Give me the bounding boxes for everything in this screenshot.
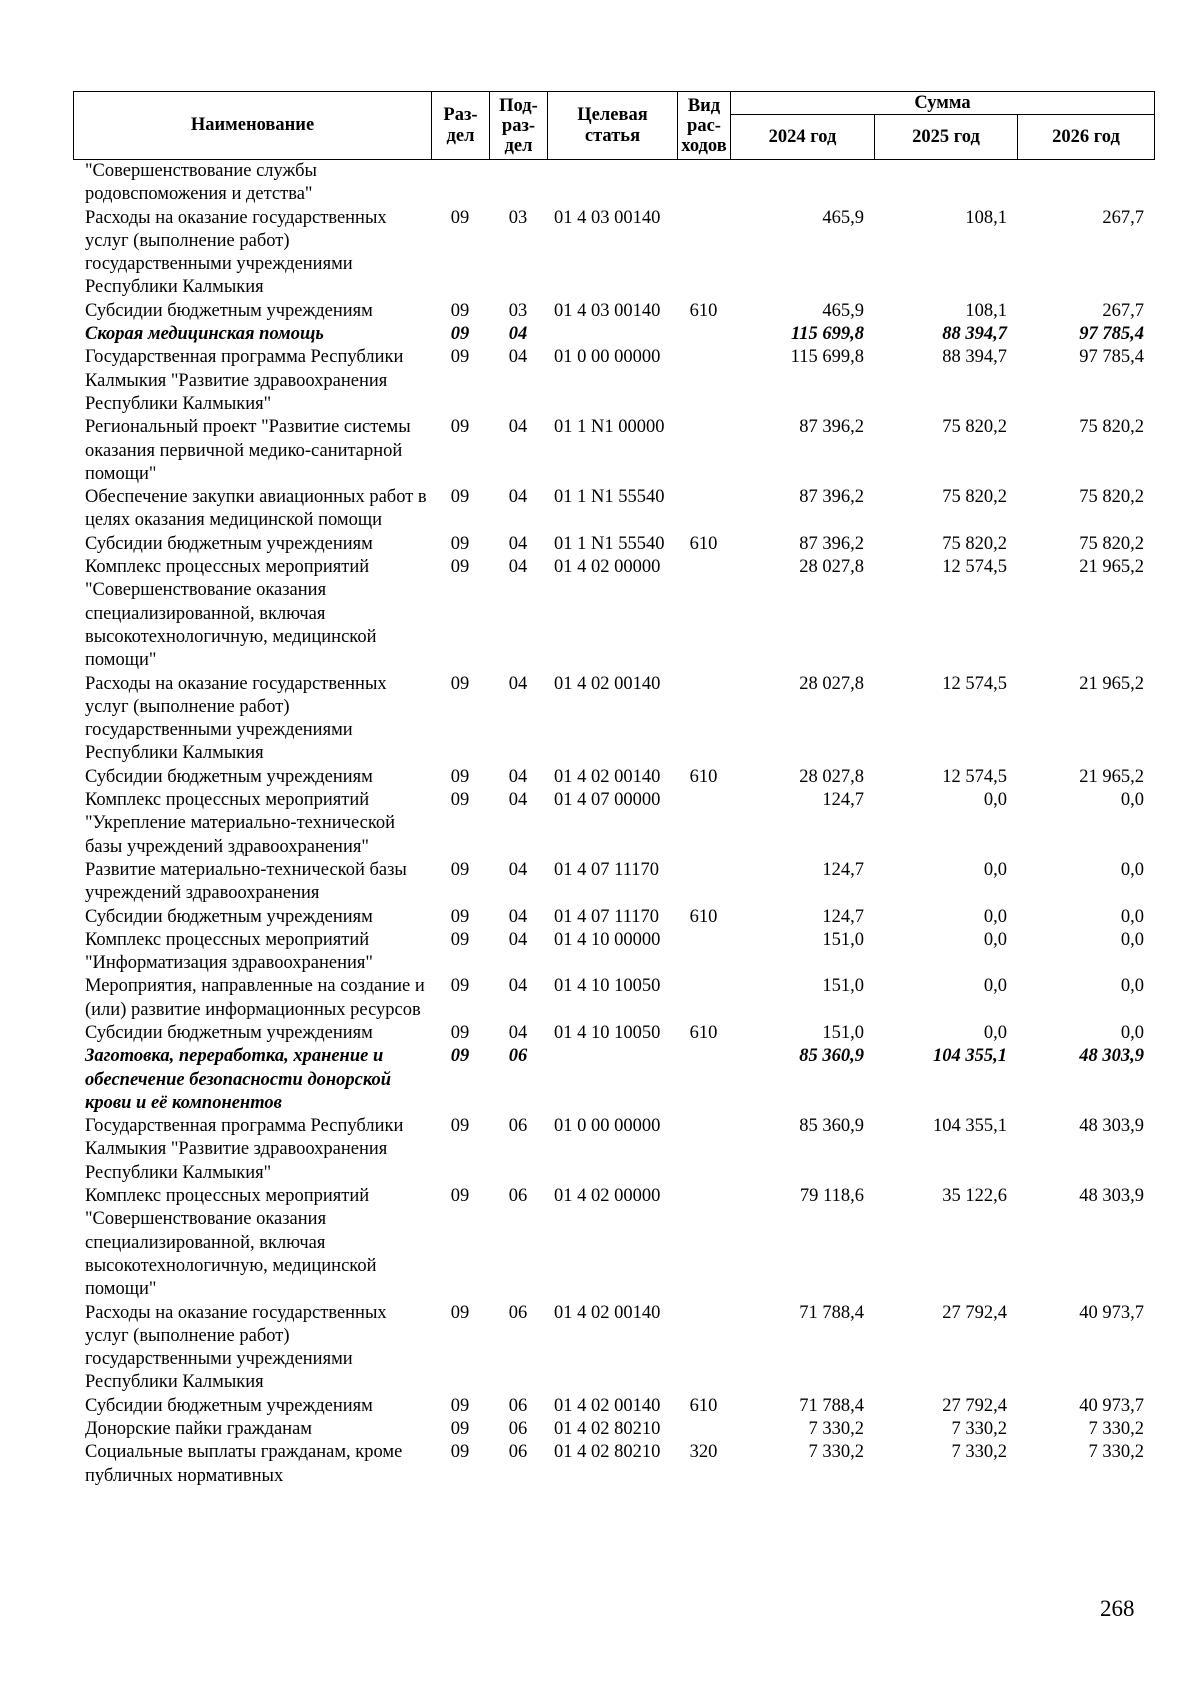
cell-sum-2025: 27 792,4 xyxy=(942,1395,1007,1416)
header-name: Наименование xyxy=(74,92,432,160)
cell-sum-2025: 0,0 xyxy=(983,1022,1007,1043)
cell-tselevaya-statya: 01 4 03 00140 xyxy=(554,300,661,321)
table-row xyxy=(73,789,1154,859)
cell-razdel: 09 xyxy=(450,1395,470,1416)
table-row xyxy=(73,1045,1154,1115)
cell-name: Субсидии бюджетным учреждениям xyxy=(85,906,373,927)
cell-sum-2026: 0,0 xyxy=(1120,976,1144,997)
header-year-2026: 2026 год xyxy=(1018,115,1155,160)
cell-sum-2025: 75 820,2 xyxy=(942,533,1007,554)
header-summa: Сумма xyxy=(731,92,1155,115)
cell-sum-2024: 7 330,2 xyxy=(808,1442,864,1463)
cell-razdel: 09 xyxy=(450,1116,470,1137)
cell-sum-2025: 12 574,5 xyxy=(942,766,1007,787)
cell-sum-2026: 48 303,9 xyxy=(1079,1186,1144,1207)
cell-tselevaya-statya: 01 1 N1 00000 xyxy=(554,417,665,438)
cell-vid-raskhodov: 320 xyxy=(689,1442,718,1463)
cell-name: Субсидии бюджетным учреждениям xyxy=(85,1395,373,1416)
table-row xyxy=(73,1395,1154,1418)
cell-razdel: 09 xyxy=(450,1442,470,1463)
cell-vid-raskhodov xyxy=(677,1045,730,1115)
table-row xyxy=(73,1185,1154,1301)
cell-sum-2024: 115 699,8 xyxy=(791,324,864,345)
cell-sum-2025: 88 394,7 xyxy=(942,347,1007,368)
cell-podrazdel xyxy=(489,160,547,207)
cell-vid-raskhodov xyxy=(677,975,730,1022)
cell-name: Мероприятия, направленные на создание и (или) развитие информационных ресурсов xyxy=(85,976,425,1020)
table-row xyxy=(73,556,1154,672)
cell-sum-2025: 0,0 xyxy=(983,929,1007,950)
cell-tselevaya-statya xyxy=(547,160,677,207)
cell-vid-raskhodov xyxy=(677,160,730,207)
cell-sum-2026: 267,7 xyxy=(1102,207,1144,228)
cell-vid-raskhodov xyxy=(677,207,730,300)
cell-tselevaya-statya: 01 4 10 10050 xyxy=(554,976,661,997)
cell-sum-2024: 87 396,2 xyxy=(799,417,864,438)
cell-vid-raskhodov xyxy=(677,1115,730,1185)
cell-sum-2024: 87 396,2 xyxy=(799,533,864,554)
cell-tselevaya-statya: 01 0 00 00000 xyxy=(554,347,661,368)
cell-sum-2025: 88 394,7 xyxy=(942,324,1007,345)
cell-podrazdel: 06 xyxy=(508,1419,528,1440)
cell-sum-2025: 7 330,2 xyxy=(951,1442,1007,1463)
cell-tselevaya-statya: 01 0 00 00000 xyxy=(554,1116,661,1137)
cell-sum-2026: 21 965,2 xyxy=(1079,673,1144,694)
cell-razdel: 09 xyxy=(450,347,470,368)
cell-name: Субсидии бюджетным учреждениям xyxy=(85,766,373,787)
cell-sum-2024: 71 788,4 xyxy=(799,1395,864,1416)
table-row xyxy=(73,906,1154,929)
cell-razdel: 09 xyxy=(450,300,470,321)
cell-sum-2026: 75 820,2 xyxy=(1079,533,1144,554)
cell-sum-2026: 7 330,2 xyxy=(1088,1419,1144,1440)
cell-name: Социальные выплаты гражданам, кроме публичных нормативных xyxy=(85,1442,403,1486)
cell-sum-2026: 97 785,4 xyxy=(1079,324,1144,345)
cell-sum-2026: 0,0 xyxy=(1120,859,1144,880)
cell-name: Региональный проект "Развитие системы оказания первичной медико-санитарной помощи" xyxy=(85,417,411,484)
cell-razdel: 09 xyxy=(450,417,470,438)
cell-podrazdel: 06 xyxy=(508,1186,528,1207)
table-row xyxy=(73,975,1154,1022)
cell-vid-raskhodov xyxy=(677,1418,730,1441)
cell-vid-raskhodov: 610 xyxy=(689,906,718,927)
cell-sum-2024: 85 360,9 xyxy=(799,1046,864,1067)
cell-name: Расходы на оказание государственных услуг (выполнение работ) государственными учреждениями Республики Калмыкия xyxy=(85,1302,387,1393)
table-row xyxy=(73,673,1154,766)
cell-podrazdel: 04 xyxy=(508,533,528,554)
cell-sum-2025: 0,0 xyxy=(983,859,1007,880)
table-body xyxy=(73,160,1154,1488)
cell-sum-2024: 79 118,6 xyxy=(799,1186,864,1207)
cell-razdel: 09 xyxy=(450,976,470,997)
cell-name: Скорая медицинская помощь xyxy=(85,324,324,345)
cell-podrazdel: 04 xyxy=(508,766,528,787)
cell-podrazdel: 06 xyxy=(508,1442,528,1463)
cell-podrazdel: 03 xyxy=(508,207,528,228)
table-row xyxy=(73,929,1154,976)
cell-razdel: 09 xyxy=(450,929,470,950)
cell-tselevaya-statya xyxy=(547,323,677,346)
cell-tselevaya-statya: 01 4 03 00140 xyxy=(554,207,661,228)
cell-sum-2025: 108,1 xyxy=(965,207,1007,228)
cell-sum-2025: 0,0 xyxy=(983,790,1007,811)
table-row xyxy=(73,1418,1154,1441)
cell-razdel: 09 xyxy=(450,673,470,694)
table-row xyxy=(73,323,1154,346)
cell-sum-2026: 75 820,2 xyxy=(1079,417,1144,438)
header-vid-raskhodov: Вид рас- ходов xyxy=(678,92,731,160)
cell-sum-2026: 21 965,2 xyxy=(1079,766,1144,787)
cell-name: Государственная программа Республики Калмыкия "Развитие здравоохранения Республики Калмыкия" xyxy=(85,1116,404,1183)
cell-podrazdel: 06 xyxy=(508,1395,528,1416)
cell-podrazdel: 06 xyxy=(508,1116,528,1137)
cell-sum-2026: 75 820,2 xyxy=(1079,487,1144,508)
cell-podrazdel: 04 xyxy=(508,859,528,880)
table-row xyxy=(73,766,1154,789)
cell-tselevaya-statya: 01 4 10 10050 xyxy=(554,1022,661,1043)
cell-sum-2025: 0,0 xyxy=(983,906,1007,927)
cell-sum-2024: 465,9 xyxy=(822,300,864,321)
header-year-2025: 2025 год xyxy=(875,115,1018,160)
cell-sum-2025 xyxy=(874,160,1017,207)
cell-sum-2026: 48 303,9 xyxy=(1079,1116,1144,1137)
cell-tselevaya-statya: 01 4 10 00000 xyxy=(554,929,661,950)
cell-razdel: 09 xyxy=(450,207,470,228)
cell-sum-2024: 28 027,8 xyxy=(799,766,864,787)
cell-tselevaya-statya: 01 4 02 80210 xyxy=(554,1442,661,1463)
cell-vid-raskhodov xyxy=(677,789,730,859)
cell-podrazdel: 04 xyxy=(508,347,528,368)
cell-sum-2024: 71 788,4 xyxy=(799,1302,864,1323)
cell-name: Субсидии бюджетным учреждениям xyxy=(85,1022,373,1043)
table-row xyxy=(73,533,1154,556)
cell-sum-2026 xyxy=(1017,160,1154,207)
cell-sum-2024: 87 396,2 xyxy=(799,487,864,508)
cell-podrazdel: 06 xyxy=(508,1046,528,1067)
page-number: 268 xyxy=(1100,1596,1135,1621)
cell-podrazdel: 06 xyxy=(508,1302,528,1323)
table-row xyxy=(73,300,1154,323)
table-row xyxy=(73,1115,1154,1185)
cell-razdel: 09 xyxy=(450,766,470,787)
cell-name: Субсидии бюджетным учреждениям xyxy=(85,533,373,554)
header-year-2024: 2024 год xyxy=(731,115,875,160)
cell-razdel: 09 xyxy=(450,324,470,345)
cell-name: Развитие материально-технической базы учреждений здравоохранения xyxy=(85,859,407,904)
cell-tselevaya-statya xyxy=(547,1045,677,1115)
cell-sum-2026: 21 965,2 xyxy=(1079,557,1144,578)
cell-razdel: 09 xyxy=(450,1046,470,1067)
cell-name: Расходы на оказание государственных услуг (выполнение работ) государственными учреждениями Республики Калмыкия xyxy=(85,207,387,298)
table-row xyxy=(73,859,1154,906)
cell-name: Донорские пайки гражданам xyxy=(85,1419,313,1440)
cell-podrazdel: 04 xyxy=(508,929,528,950)
cell-tselevaya-statya: 01 4 02 00140 xyxy=(554,766,661,787)
cell-vid-raskhodov: 610 xyxy=(689,1395,718,1416)
cell-name: Расходы на оказание государственных услуг (выполнение работ) государственными учреждениями Республики Калмыкия xyxy=(85,673,387,764)
table-row xyxy=(73,346,1154,416)
cell-sum-2025: 75 820,2 xyxy=(942,417,1007,438)
cell-sum-2024: 151,0 xyxy=(822,976,864,997)
cell-sum-2024: 151,0 xyxy=(822,929,864,950)
cell-sum-2026: 0,0 xyxy=(1120,1022,1144,1043)
cell-vid-raskhodov xyxy=(677,929,730,976)
cell-sum-2024 xyxy=(730,160,874,207)
cell-sum-2025: 104 355,1 xyxy=(933,1046,1007,1067)
cell-razdel: 09 xyxy=(450,1419,470,1440)
cell-podrazdel: 04 xyxy=(508,487,528,508)
cell-name: Государственная программа Республики Калмыкия "Развитие здравоохранения Республики Калмыкия" xyxy=(85,347,404,414)
cell-razdel: 09 xyxy=(450,487,470,508)
table-row xyxy=(73,486,1154,533)
cell-tselevaya-statya: 01 4 07 00000 xyxy=(554,790,661,811)
table-row xyxy=(73,1441,1154,1488)
cell-razdel: 09 xyxy=(450,1186,470,1207)
cell-razdel xyxy=(431,160,489,207)
cell-vid-raskhodov: 610 xyxy=(689,1022,718,1043)
cell-sum-2025: 12 574,5 xyxy=(942,673,1007,694)
cell-vid-raskhodov xyxy=(677,556,730,672)
cell-razdel: 09 xyxy=(450,533,470,554)
cell-razdel: 09 xyxy=(450,790,470,811)
cell-name: Субсидии бюджетным учреждениям xyxy=(85,300,373,321)
cell-vid-raskhodov: 610 xyxy=(689,533,718,554)
cell-sum-2025: 12 574,5 xyxy=(942,557,1007,578)
cell-vid-raskhodov xyxy=(677,859,730,906)
cell-tselevaya-statya: 01 4 02 00140 xyxy=(554,1302,661,1323)
cell-sum-2026: 267,7 xyxy=(1102,300,1144,321)
cell-podrazdel: 04 xyxy=(508,557,528,578)
cell-vid-raskhodov xyxy=(677,673,730,766)
header-podrazdel: Под- раз- дел xyxy=(490,92,548,160)
cell-tselevaya-statya: 01 4 02 00140 xyxy=(554,673,661,694)
budget-table-sheet xyxy=(73,91,1154,1488)
cell-sum-2025: 35 122,6 xyxy=(942,1186,1007,1207)
table-row xyxy=(73,160,1154,207)
cell-tselevaya-statya: 01 4 07 11170 xyxy=(554,906,660,927)
cell-vid-raskhodov xyxy=(677,1185,730,1301)
cell-sum-2024: 28 027,8 xyxy=(799,557,864,578)
cell-sum-2026: 7 330,2 xyxy=(1088,1442,1144,1463)
cell-sum-2025: 108,1 xyxy=(965,300,1007,321)
cell-vid-raskhodov: 610 xyxy=(689,766,718,787)
cell-sum-2026: 0,0 xyxy=(1120,790,1144,811)
cell-sum-2024: 465,9 xyxy=(822,207,864,228)
cell-sum-2026: 0,0 xyxy=(1120,929,1144,950)
cell-sum-2024: 28 027,8 xyxy=(799,673,864,694)
cell-name: Заготовка, переработка, хранение и обеспечение безопасности донорской крови и её компонентов xyxy=(85,1046,392,1113)
cell-podrazdel: 04 xyxy=(508,906,528,927)
cell-name: Комплекс процессных мероприятий "Совершенствование оказания специализированной, включая высокотехнологичную, медицинской помощи" xyxy=(85,1186,377,1300)
cell-tselevaya-statya: 01 4 02 00140 xyxy=(554,1395,661,1416)
cell-razdel: 09 xyxy=(450,859,470,880)
cell-podrazdel: 04 xyxy=(508,1022,528,1043)
cell-sum-2026: 0,0 xyxy=(1120,906,1144,927)
cell-tselevaya-statya: 01 1 N1 55540 xyxy=(554,487,665,508)
cell-name: Обеспечение закупки авиационных работ в целях оказания медицинской помощи xyxy=(85,487,427,531)
cell-podrazdel: 04 xyxy=(508,324,528,345)
cell-sum-2025: 7 330,2 xyxy=(951,1419,1007,1440)
cell-sum-2024: 124,7 xyxy=(822,859,864,880)
cell-sum-2024: 151,0 xyxy=(822,1022,864,1043)
cell-podrazdel: 03 xyxy=(508,300,528,321)
cell-sum-2024: 85 360,9 xyxy=(799,1116,864,1137)
cell-tselevaya-statya: 01 4 02 80210 xyxy=(554,1419,661,1440)
header-razdel: Раз- дел xyxy=(432,92,490,160)
table-header xyxy=(73,91,1155,160)
cell-razdel: 09 xyxy=(450,906,470,927)
cell-razdel: 09 xyxy=(450,557,470,578)
table-row xyxy=(73,207,1154,300)
cell-sum-2026: 48 303,9 xyxy=(1079,1046,1144,1067)
cell-tselevaya-statya: 01 4 02 00000 xyxy=(554,557,661,578)
cell-sum-2025: 0,0 xyxy=(983,976,1007,997)
cell-sum-2024: 124,7 xyxy=(822,790,864,811)
cell-sum-2024: 7 330,2 xyxy=(808,1419,864,1440)
cell-name: Комплекс процессных мероприятий "Информатизация здравоохранения" xyxy=(85,929,373,974)
cell-tselevaya-statya: 01 1 N1 55540 xyxy=(554,533,665,554)
cell-name: Комплекс процессных мероприятий "Укрепление материально-технической базы учреждений здравоохранения" xyxy=(85,790,396,857)
cell-sum-2026: 40 973,7 xyxy=(1079,1302,1144,1323)
table-row xyxy=(73,416,1154,486)
cell-tselevaya-statya: 01 4 07 11170 xyxy=(554,859,660,880)
cell-vid-raskhodov xyxy=(677,323,730,346)
cell-sum-2024: 124,7 xyxy=(822,906,864,927)
cell-vid-raskhodov xyxy=(677,1302,730,1395)
cell-podrazdel: 04 xyxy=(508,790,528,811)
cell-sum-2024: 115 699,8 xyxy=(790,347,864,368)
table-row xyxy=(73,1022,1154,1045)
cell-podrazdel: 04 xyxy=(508,673,528,694)
cell-name: "Совершенствование службы родовспоможения и детства" xyxy=(85,161,317,205)
cell-sum-2026: 97 785,4 xyxy=(1079,347,1144,368)
header-tselevaya-statya: Целевая статья xyxy=(548,92,678,160)
cell-razdel: 09 xyxy=(450,1022,470,1043)
cell-sum-2026: 40 973,7 xyxy=(1079,1395,1144,1416)
cell-name: Комплекс процессных мероприятий "Совершенствование оказания специализированной, включая высокотехнологичную, медицинской помощи" xyxy=(85,557,377,671)
cell-podrazdel: 04 xyxy=(508,976,528,997)
cell-vid-raskhodov xyxy=(677,416,730,486)
cell-razdel: 09 xyxy=(450,1302,470,1323)
cell-podrazdel: 04 xyxy=(508,417,528,438)
table-row xyxy=(73,1302,1154,1395)
cell-sum-2025: 75 820,2 xyxy=(942,487,1007,508)
cell-sum-2025: 104 355,1 xyxy=(933,1116,1007,1137)
cell-vid-raskhodov xyxy=(677,346,730,416)
cell-tselevaya-statya: 01 4 02 00000 xyxy=(554,1186,661,1207)
cell-vid-raskhodov xyxy=(677,486,730,533)
cell-vid-raskhodov: 610 xyxy=(689,300,718,321)
cell-sum-2025: 27 792,4 xyxy=(942,1302,1007,1323)
